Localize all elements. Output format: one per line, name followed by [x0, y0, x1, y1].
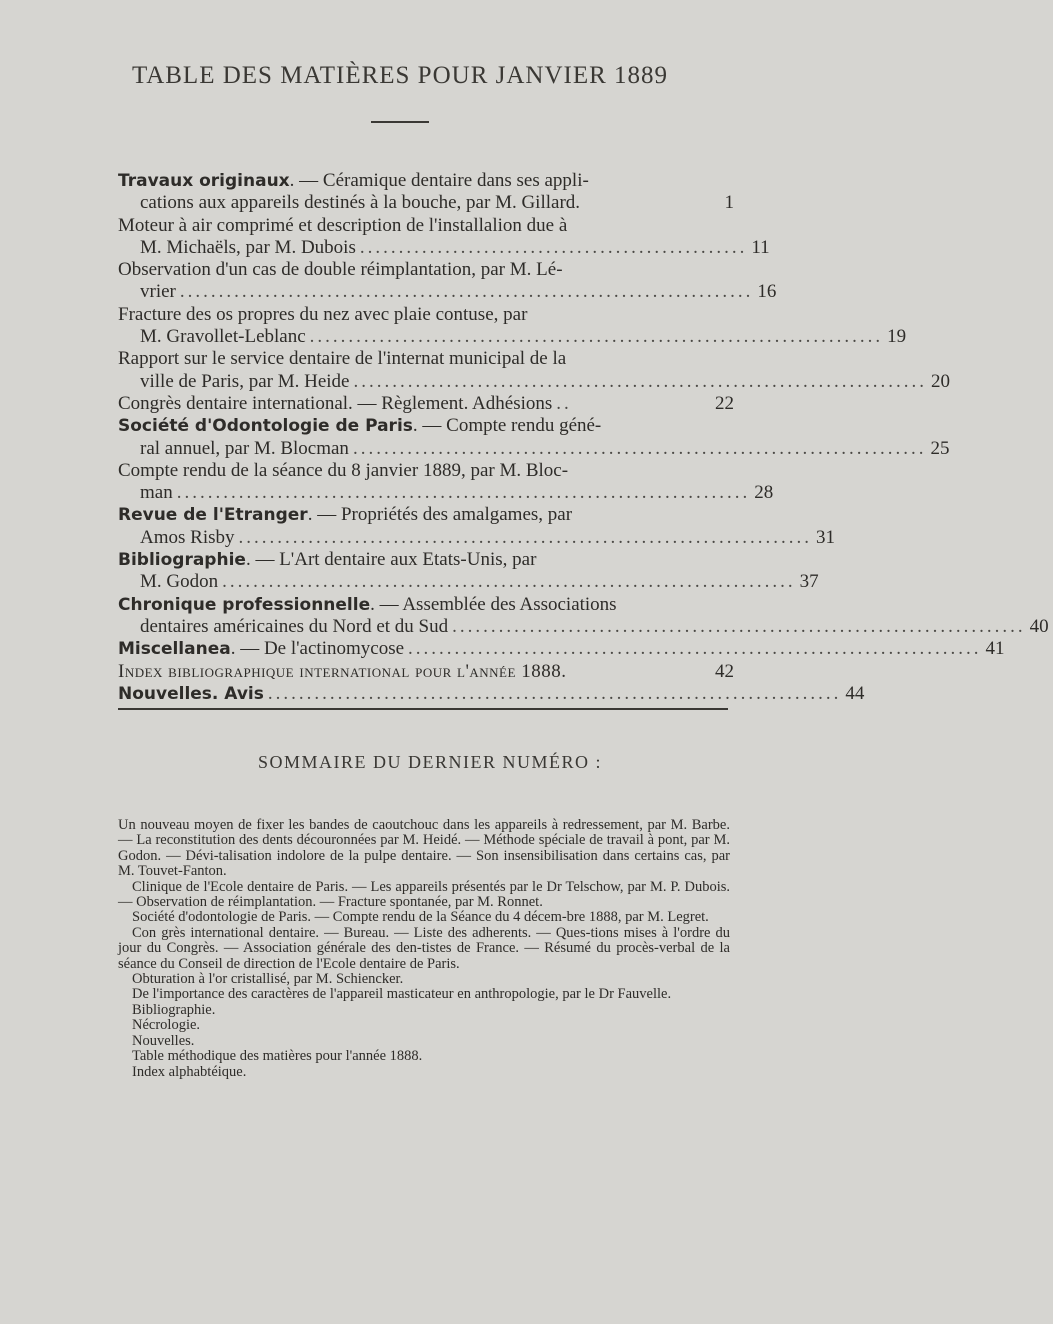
sommaire-item: De l'importance des caractères de l'appareil masticateur en anthropologie, par le Dr Fauvelle.	[132, 986, 672, 1003]
toc-page-number: 40	[1029, 615, 1049, 637]
toc-page-number: 37	[799, 571, 819, 593]
sommaire-item: Table méthodique des matières pour l'année 1888.	[132, 1048, 423, 1065]
toc-text: man	[140, 482, 173, 504]
title-divider	[371, 121, 429, 123]
toc-page-number: 22	[715, 392, 734, 414]
toc-heading: Bibliographie	[118, 550, 246, 571]
toc-page-number: 41	[985, 638, 1005, 660]
toc-heading: Nouvelles. Avis	[118, 683, 264, 704]
toc-entry: Moteur à air comprimé et description de l'installalion due à M. Michaëls, par M. Dubois .................................................. 11	[118, 215, 738, 260]
sommaire-item: Con grès international dentaire. — Bureau. — Liste des adherents. — Ques-tions mises à l'ordre du jour du Congrès. — Association générale des den-tistes de France. — Résumé du procès-verbal de la séance du Conseil de direction de l'Ecole dentaire de Paris.	[118, 924, 730, 972]
toc-entry: Bibliographie. — L'Art dentaire aux Etats-Unis, par M. Godon .......................................................................... 37	[118, 549, 738, 594]
toc-entry: Société d'Odontologie de Paris. — Compte rendu géné- ral annuel, par M. Blocman .......................................................................... 25	[118, 415, 738, 460]
section-divider	[118, 708, 728, 710]
toc-entry: Rapport sur le service dentaire de l'internat municipal de la ville de Paris, par M. Heide .......................................................................... 20	[118, 348, 738, 393]
toc-text: . — L'Art dentaire aux Etats-Unis, par	[245, 549, 537, 571]
sommaire-item: Bibliographie.	[132, 1001, 216, 1018]
sommaire-item: Société d'odontologie de Paris. — Compte rendu de la Séance du 4 décem-bre 1888, par M. Legret.	[132, 909, 709, 926]
toc-heading: Revue de l'Etranger	[118, 505, 308, 526]
toc-heading: Chronique professionnelle	[118, 594, 371, 615]
toc-text: Observation d'un cas de double réimplantation, par M. Lé-	[118, 259, 563, 281]
toc-page-number: 44	[845, 682, 865, 704]
toc-entry	[118, 661, 738, 683]
sommaire-item: Obturation à l'or cristallisé, par M. Schiencker.	[132, 971, 404, 988]
toc-heading: Miscellanea	[118, 639, 231, 660]
toc-text: vrier	[140, 281, 176, 303]
toc-text: cations aux appareils destinés à la bouche, par M. Gillard.	[140, 192, 581, 214]
toc-heading: Travaux originaux	[118, 171, 290, 191]
toc-text: . — Céramique dentaire dans ses appli-	[289, 170, 589, 191]
toc-text: M. Godon	[140, 571, 219, 593]
page-title: TABLE DES MATIÈRES POUR JANVIER 1889	[131, 62, 669, 89]
toc-page-number: 25	[930, 437, 950, 459]
toc-text: . — Propriétés des amalgames, par	[307, 504, 573, 526]
toc-entry: Congrès dentaire international. — Règlement. Adhésions .. 22	[118, 393, 738, 415]
toc-text: Amos Risby	[140, 526, 235, 548]
sommaire-item: Nécrologie.	[132, 1017, 201, 1034]
toc-entry: Revue de l'Etranger. — Propriétés des amalgames, par Amos Risby .......................................................................... 31	[118, 504, 738, 549]
sommaire-item: Un nouveau moyen de fixer les bandes de caoutchouc dans les appareils à redressement, par M. Barbe. — La reconstitution des dents découronnées par M. Heidé. — Méthode spéciale de travail à pont, par M. Godon. — Dévi-talisation indolore de la pulpe dentaire. — Son insensibilisation dans certains cas, par M. Touvet-Fanton.	[118, 817, 730, 880]
toc-entry: Fracture des os propres du nez avec plaie contuse, par M. Gravollet-Leblanc .......................................................................... 19	[118, 304, 738, 349]
toc-page-number: 19	[887, 326, 907, 348]
toc-text: M. Michaëls, par M. Dubois	[140, 236, 356, 258]
toc-text: . — De l'actinomycose	[230, 638, 405, 660]
toc-text: ville de Paris, par M. Heide	[140, 370, 350, 392]
toc-text: . — Compte rendu géné-	[412, 415, 602, 437]
sommaire-item: Clinique de l'Ecole dentaire de Paris. — Les appareils présentés par le Dr Telschow, par M. P. Dubois. — Observation de réimplantation. — Fracture spontanée, par M. Ronnet.	[118, 878, 730, 911]
toc-text: Congrès dentaire international. — Règlement. Adhésions	[118, 392, 553, 414]
toc-page-number: 42	[715, 660, 734, 682]
table-of-contents	[118, 170, 1049, 705]
toc-entry: Observation d'un cas de double réimplantation, par M. Lé- vrier .......................................................................... 16	[118, 259, 738, 304]
toc-page-number: 20	[930, 370, 950, 392]
toc-page-number: 16	[757, 281, 777, 303]
toc-text: M. Gravollet-Leblanc	[140, 326, 306, 348]
sommaire-title: SOMMAIRE DU DERNIER NUMÉRO :	[257, 752, 602, 772]
toc-page-number: 11	[751, 236, 770, 258]
toc-text: Compte rendu de la séance du 8 janvier 1889, par M. Bloc-	[118, 459, 569, 481]
sommaire	[118, 818, 730, 1080]
toc-entry	[118, 170, 738, 215]
sommaire-item: Index alphabtéique.	[132, 1063, 247, 1080]
toc-heading: Société d'Odontologie de Paris	[118, 416, 413, 437]
toc-entry: Miscellanea. — De l'actinomycose .......................................................................... 41	[118, 638, 738, 660]
toc-page-number: 1	[724, 192, 734, 214]
toc-entry: Compte rendu de la séance du 8 janvier 1889, par M. Bloc- man .......................................................................... 28	[118, 460, 738, 505]
toc-page-number: 28	[754, 482, 774, 504]
sommaire-item: Nouvelles.	[132, 1032, 195, 1049]
toc-text: Index bibliographique international pour l'année 1888.	[118, 660, 567, 682]
toc-entry: Chronique professionnelle. — Assemblée des Associations dentaires américaines du Nord et du Sud .......................................................................... 40	[118, 594, 738, 639]
toc-text: dentaires américaines du Nord et du Sud	[140, 615, 449, 637]
toc-text: Moteur à air comprimé et description de l'installalion due à	[118, 214, 568, 236]
toc-text: Rapport sur le service dentaire de l'internat municipal de la	[118, 348, 567, 370]
toc-text: ral annuel, par M. Blocman	[140, 437, 349, 459]
toc-text: Fracture des os propres du nez avec plaie contuse, par	[118, 303, 528, 325]
toc-page-number: 31	[816, 526, 835, 548]
toc-text: . — Assemblée des Associations	[370, 593, 617, 615]
toc-entry: Nouvelles. Avis .......................................................................... 44	[118, 683, 738, 705]
